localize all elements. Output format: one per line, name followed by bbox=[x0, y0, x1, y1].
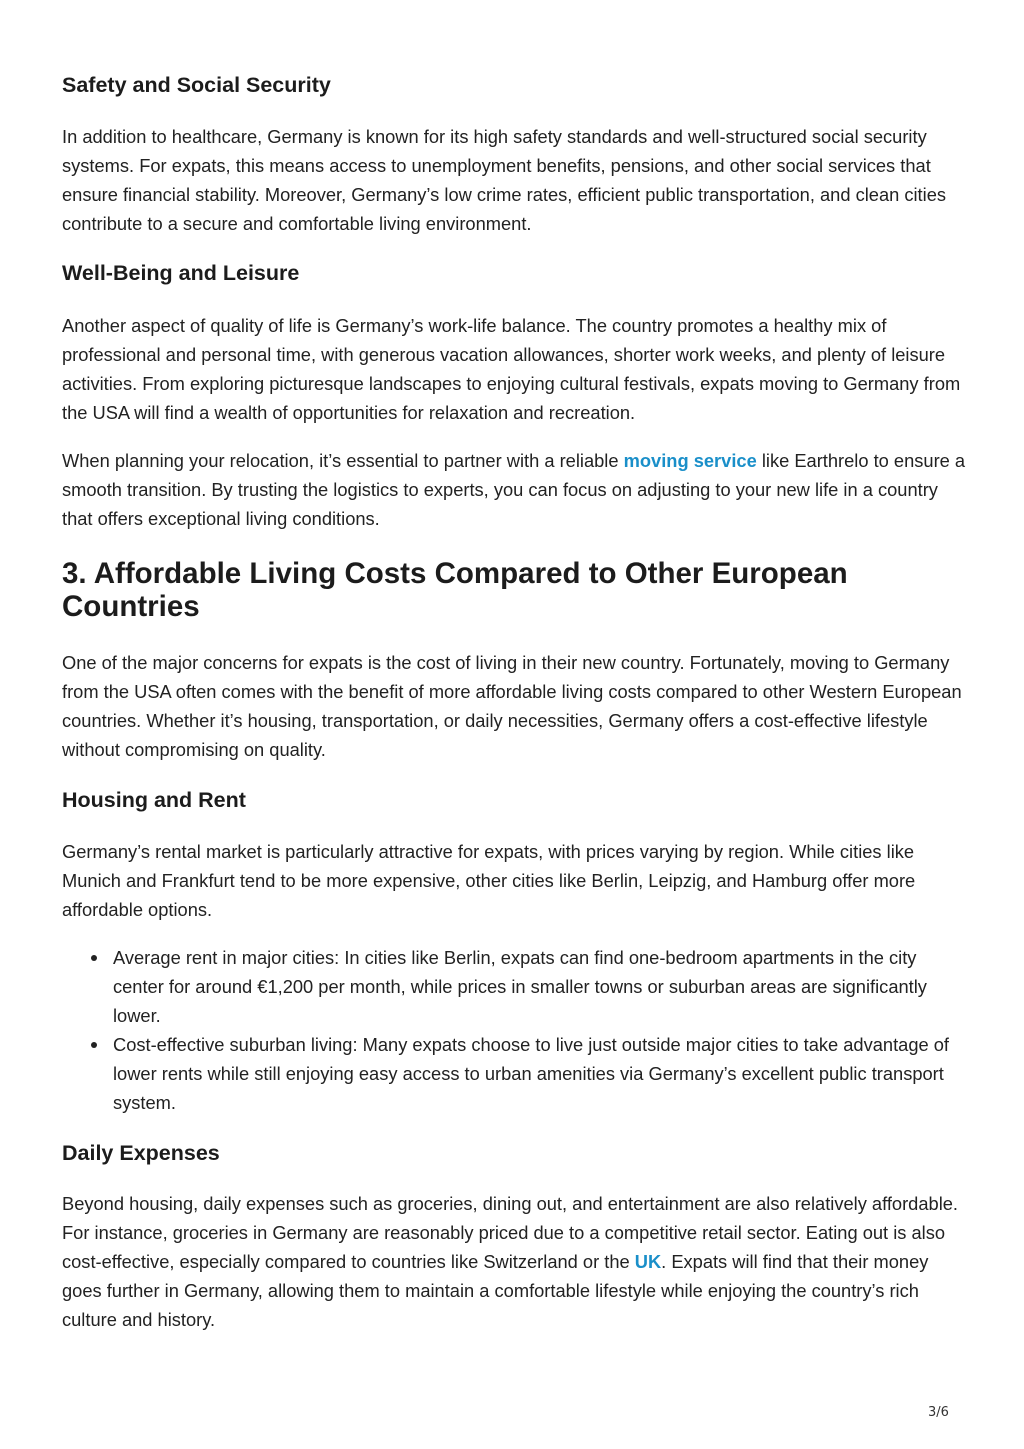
safety-heading: Safety and Social Security bbox=[62, 73, 331, 97]
uk-link[interactable]: UK bbox=[634, 1251, 662, 1272]
list-item bbox=[113, 943, 966, 1030]
relocation-paragraph bbox=[62, 446, 966, 533]
daily-text-after: . Expats will find that their money goes further in Germany, allowing them to maintain a comfortable lifestyle while enjoying the country’s rich culture and history. bbox=[62, 1251, 929, 1330]
housing-bullet-list bbox=[62, 943, 966, 1117]
relocation-text-after: like Earthrelo to ensure a smooth transition. By trusting the logistics to experts, you can focus on adjusting to your new life in a country that offers exceptional living conditions. bbox=[62, 450, 966, 529]
page-number: 3/6 bbox=[928, 1405, 949, 1420]
bullet-icon bbox=[91, 955, 97, 961]
housing-heading: Housing and Rent bbox=[62, 788, 246, 812]
daily-text-before: Beyond housing, daily expenses such as groceries, dining out, and entertainment are also relatively affordable. For instance, groceries in Germany are reasonably priced due to a competitive retail sector. Eating out is also cost-effective, especially compared to countries like Switzerland or the bbox=[62, 1193, 958, 1272]
bullet-text: Average rent in major cities: In cities like Berlin, expats can find one-bedroom apartments in the city center for around €1,200 per month, while prices in smaller towns or suburban areas are significantly lower. bbox=[113, 947, 927, 1026]
list-item bbox=[113, 1030, 966, 1117]
affordable-paragraph: One of the major concerns for expats is the cost of living in their new country. Fortunately, moving to Germany from the USA often comes with the benefit of more affordable living costs compared to other Western European countries. Whether it’s housing, transportation, or daily necessities, Germany offers a cost-effective lifestyle without compromising on quality. bbox=[62, 652, 962, 760]
bullet-text: Cost-effective suburban living: Many expats choose to live just outside major cities to take advantage of lower rents while still enjoying easy access to urban amenities via Germany’s excellent public transport system. bbox=[113, 1034, 949, 1113]
moving-service-link[interactable]: moving service bbox=[623, 450, 757, 471]
safety-paragraph: In addition to healthcare, Germany is known for its high safety standards and well-structured social security systems. For expats, this means access to unemployment benefits, pensions, and other social services that ensure financial stability. Moreover, Germany’s low crime rates, efficient public transportation, and clean cities contribute to a secure and comfortable living environment. bbox=[62, 126, 947, 234]
daily-heading: Daily Expenses bbox=[62, 1141, 220, 1165]
daily-paragraph bbox=[62, 1189, 966, 1334]
housing-paragraph: Germany’s rental market is particularly attractive for expats, with prices varying by region. While cities like Munich and Frankfurt tend to be more expensive, other cities like Berlin, Leipzig, and Hamburg offer more affordable options. bbox=[62, 841, 916, 920]
affordable-heading: 3. Affordable Living Costs Compared to Other European Countries bbox=[62, 557, 848, 623]
relocation-text-before: When planning your relocation, it’s essential to partner with a reliable bbox=[62, 450, 624, 471]
bullet-icon bbox=[91, 1042, 97, 1048]
wellbeing-heading: Well-Being and Leisure bbox=[62, 261, 300, 285]
wellbeing-paragraph: Another aspect of quality of life is Germany’s work-life balance. The country promotes a healthy mix of professional and personal time, with generous vacation allowances, shorter work weeks, and plenty of leisure activities. From exploring picturesque landscapes to enjoying cultural festivals, expats moving to Germany from the USA will find a wealth of opportunities for relaxation and recreation. bbox=[62, 315, 961, 423]
